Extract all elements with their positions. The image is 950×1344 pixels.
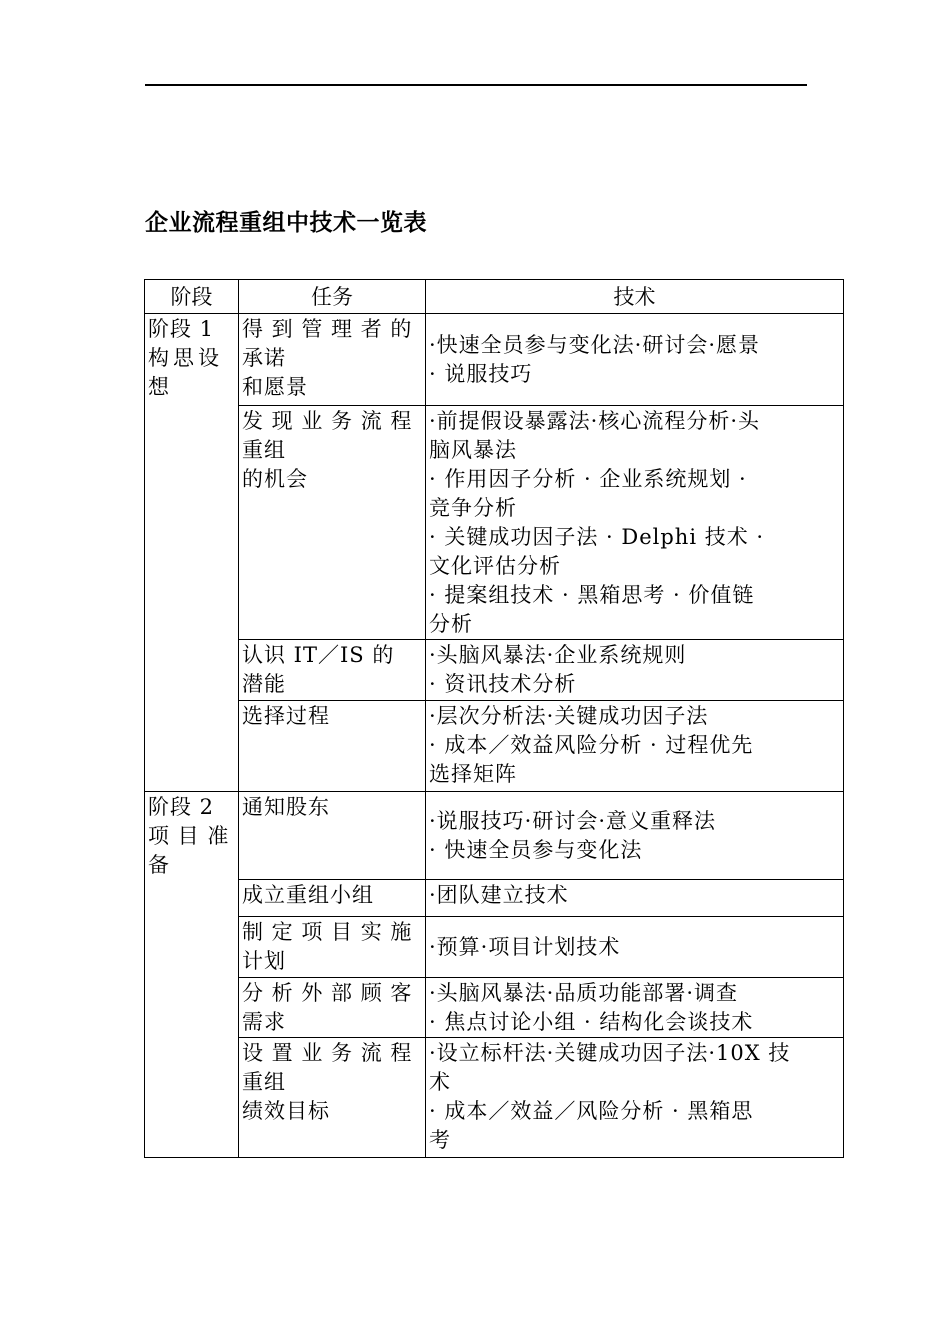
task-text: 通知股东 xyxy=(242,795,330,819)
technique-text: 脑风暴法 xyxy=(429,438,517,462)
header-rule xyxy=(145,84,807,86)
technique-text: 术 xyxy=(429,1070,451,1094)
technique-text: · 焦点讨论小组 · 结构化会谈技术 xyxy=(429,1010,754,1034)
table-row xyxy=(145,406,844,640)
technique-text: · 资讯技术分析 xyxy=(429,672,577,696)
task-text: 选择过程 xyxy=(242,704,330,728)
column-header-technique: 技术 xyxy=(426,280,844,314)
column-header-stage: 阶段 xyxy=(145,280,239,314)
task-cell xyxy=(239,406,426,640)
table-row xyxy=(145,917,844,978)
task-cell xyxy=(239,978,426,1038)
table-row xyxy=(145,1038,844,1158)
task-text: 制 定 项 目 实 施 xyxy=(242,920,413,944)
technique-text: · 作用因子分析 · 企业系统规划 · xyxy=(429,467,747,491)
header-row xyxy=(145,280,844,314)
technique-text: 选择矩阵 xyxy=(429,762,517,786)
task-text: 重组 xyxy=(242,1070,286,1094)
stage-label: 阶段 2 xyxy=(148,795,215,819)
technique-text: · 成本／效益／风险分析 · 黑箱思 xyxy=(429,1099,754,1123)
task-cell xyxy=(239,792,426,880)
technique-text: · 说服技巧 xyxy=(429,362,533,386)
task-cell xyxy=(239,314,426,406)
task-cell xyxy=(239,640,426,701)
task-text: 的机会 xyxy=(242,467,308,491)
task-text: 设 置 业 务 流 程 xyxy=(242,1041,413,1065)
technique-text: ·前提假设暴露法·核心流程分析·头 xyxy=(429,409,761,433)
technique-cell xyxy=(426,640,844,701)
technique-text: · 成本／效益风险分析 · 过程优先 xyxy=(429,733,754,757)
stage-cell xyxy=(145,314,239,792)
task-text: 计划 xyxy=(242,949,286,973)
technique-cell xyxy=(426,880,844,917)
technique-text: ·层次分析法·关键成功因子法 xyxy=(429,704,709,728)
technique-text: ·头脑风暴法·品质功能部署·调查 xyxy=(429,981,739,1005)
stage-label: 备 xyxy=(148,853,170,877)
table-row xyxy=(145,701,844,792)
stage-label: 想 xyxy=(148,375,170,399)
task-text: 承诺 xyxy=(242,346,286,370)
technique-cell xyxy=(426,917,844,978)
technique-cell xyxy=(426,701,844,792)
technique-cell xyxy=(426,1038,844,1158)
technique-table xyxy=(144,279,844,1158)
table-row xyxy=(145,978,844,1038)
table-row xyxy=(145,792,844,880)
technique-text: · 提案组技术 · 黑箱思考 · 价值链 xyxy=(429,583,755,607)
table-row xyxy=(145,640,844,701)
column-header-task: 任务 xyxy=(239,280,426,314)
technique-text: ·快速全员参与变化法·研讨会·愿景 xyxy=(429,333,761,357)
technique-text: · 关键成功因子法 · Delphi 技术 · xyxy=(429,525,765,549)
technique-text: 分析 xyxy=(429,612,473,636)
technique-cell xyxy=(426,406,844,640)
task-text: 发 现 业 务 流 程 xyxy=(242,409,413,433)
technique-text: · 快速全员参与变化法 xyxy=(429,838,643,862)
task-text: 重组 xyxy=(242,438,286,462)
task-cell xyxy=(239,917,426,978)
task-cell xyxy=(239,701,426,792)
technique-text: ·设立标杆法·关键成功因子法·10X 技 xyxy=(429,1041,791,1065)
technique-text: ·团队建立技术 xyxy=(429,883,569,907)
technique-text: 考 xyxy=(429,1128,451,1152)
stage-label: 构思设 xyxy=(148,346,223,370)
task-text: 成立重组小组 xyxy=(242,883,374,907)
technique-text: ·说服技巧·研讨会·意义重释法 xyxy=(429,809,717,833)
task-text: 和愿景 xyxy=(242,375,308,399)
table-row xyxy=(145,314,844,406)
technique-text: ·预算·项目计划技术 xyxy=(429,935,621,959)
task-text: 分 析 外 部 顾 客 xyxy=(242,981,413,1005)
stage-label: 项 目 准 xyxy=(148,824,230,848)
technique-cell xyxy=(426,978,844,1038)
task-cell xyxy=(239,880,426,917)
task-text: 绩效目标 xyxy=(242,1099,330,1123)
stage-label: 阶段 1 xyxy=(148,317,215,341)
technique-cell xyxy=(426,314,844,406)
stage-cell xyxy=(145,792,239,1158)
page-title: 企业流程重组中技术一览表 xyxy=(145,210,427,236)
task-text: 潜能 xyxy=(242,672,286,696)
technique-text: 竞争分析 xyxy=(429,496,517,520)
technique-cell xyxy=(426,792,844,880)
task-text: 得 到 管 理 者 的 xyxy=(242,317,413,341)
technique-text: 文化评估分析 xyxy=(429,554,561,578)
task-cell xyxy=(239,1038,426,1158)
task-text: 需求 xyxy=(242,1010,286,1034)
technique-text: ·头脑风暴法·企业系统规则 xyxy=(429,643,687,667)
task-text: 认识 IT／IS 的 xyxy=(242,643,395,667)
table-row xyxy=(145,880,844,917)
